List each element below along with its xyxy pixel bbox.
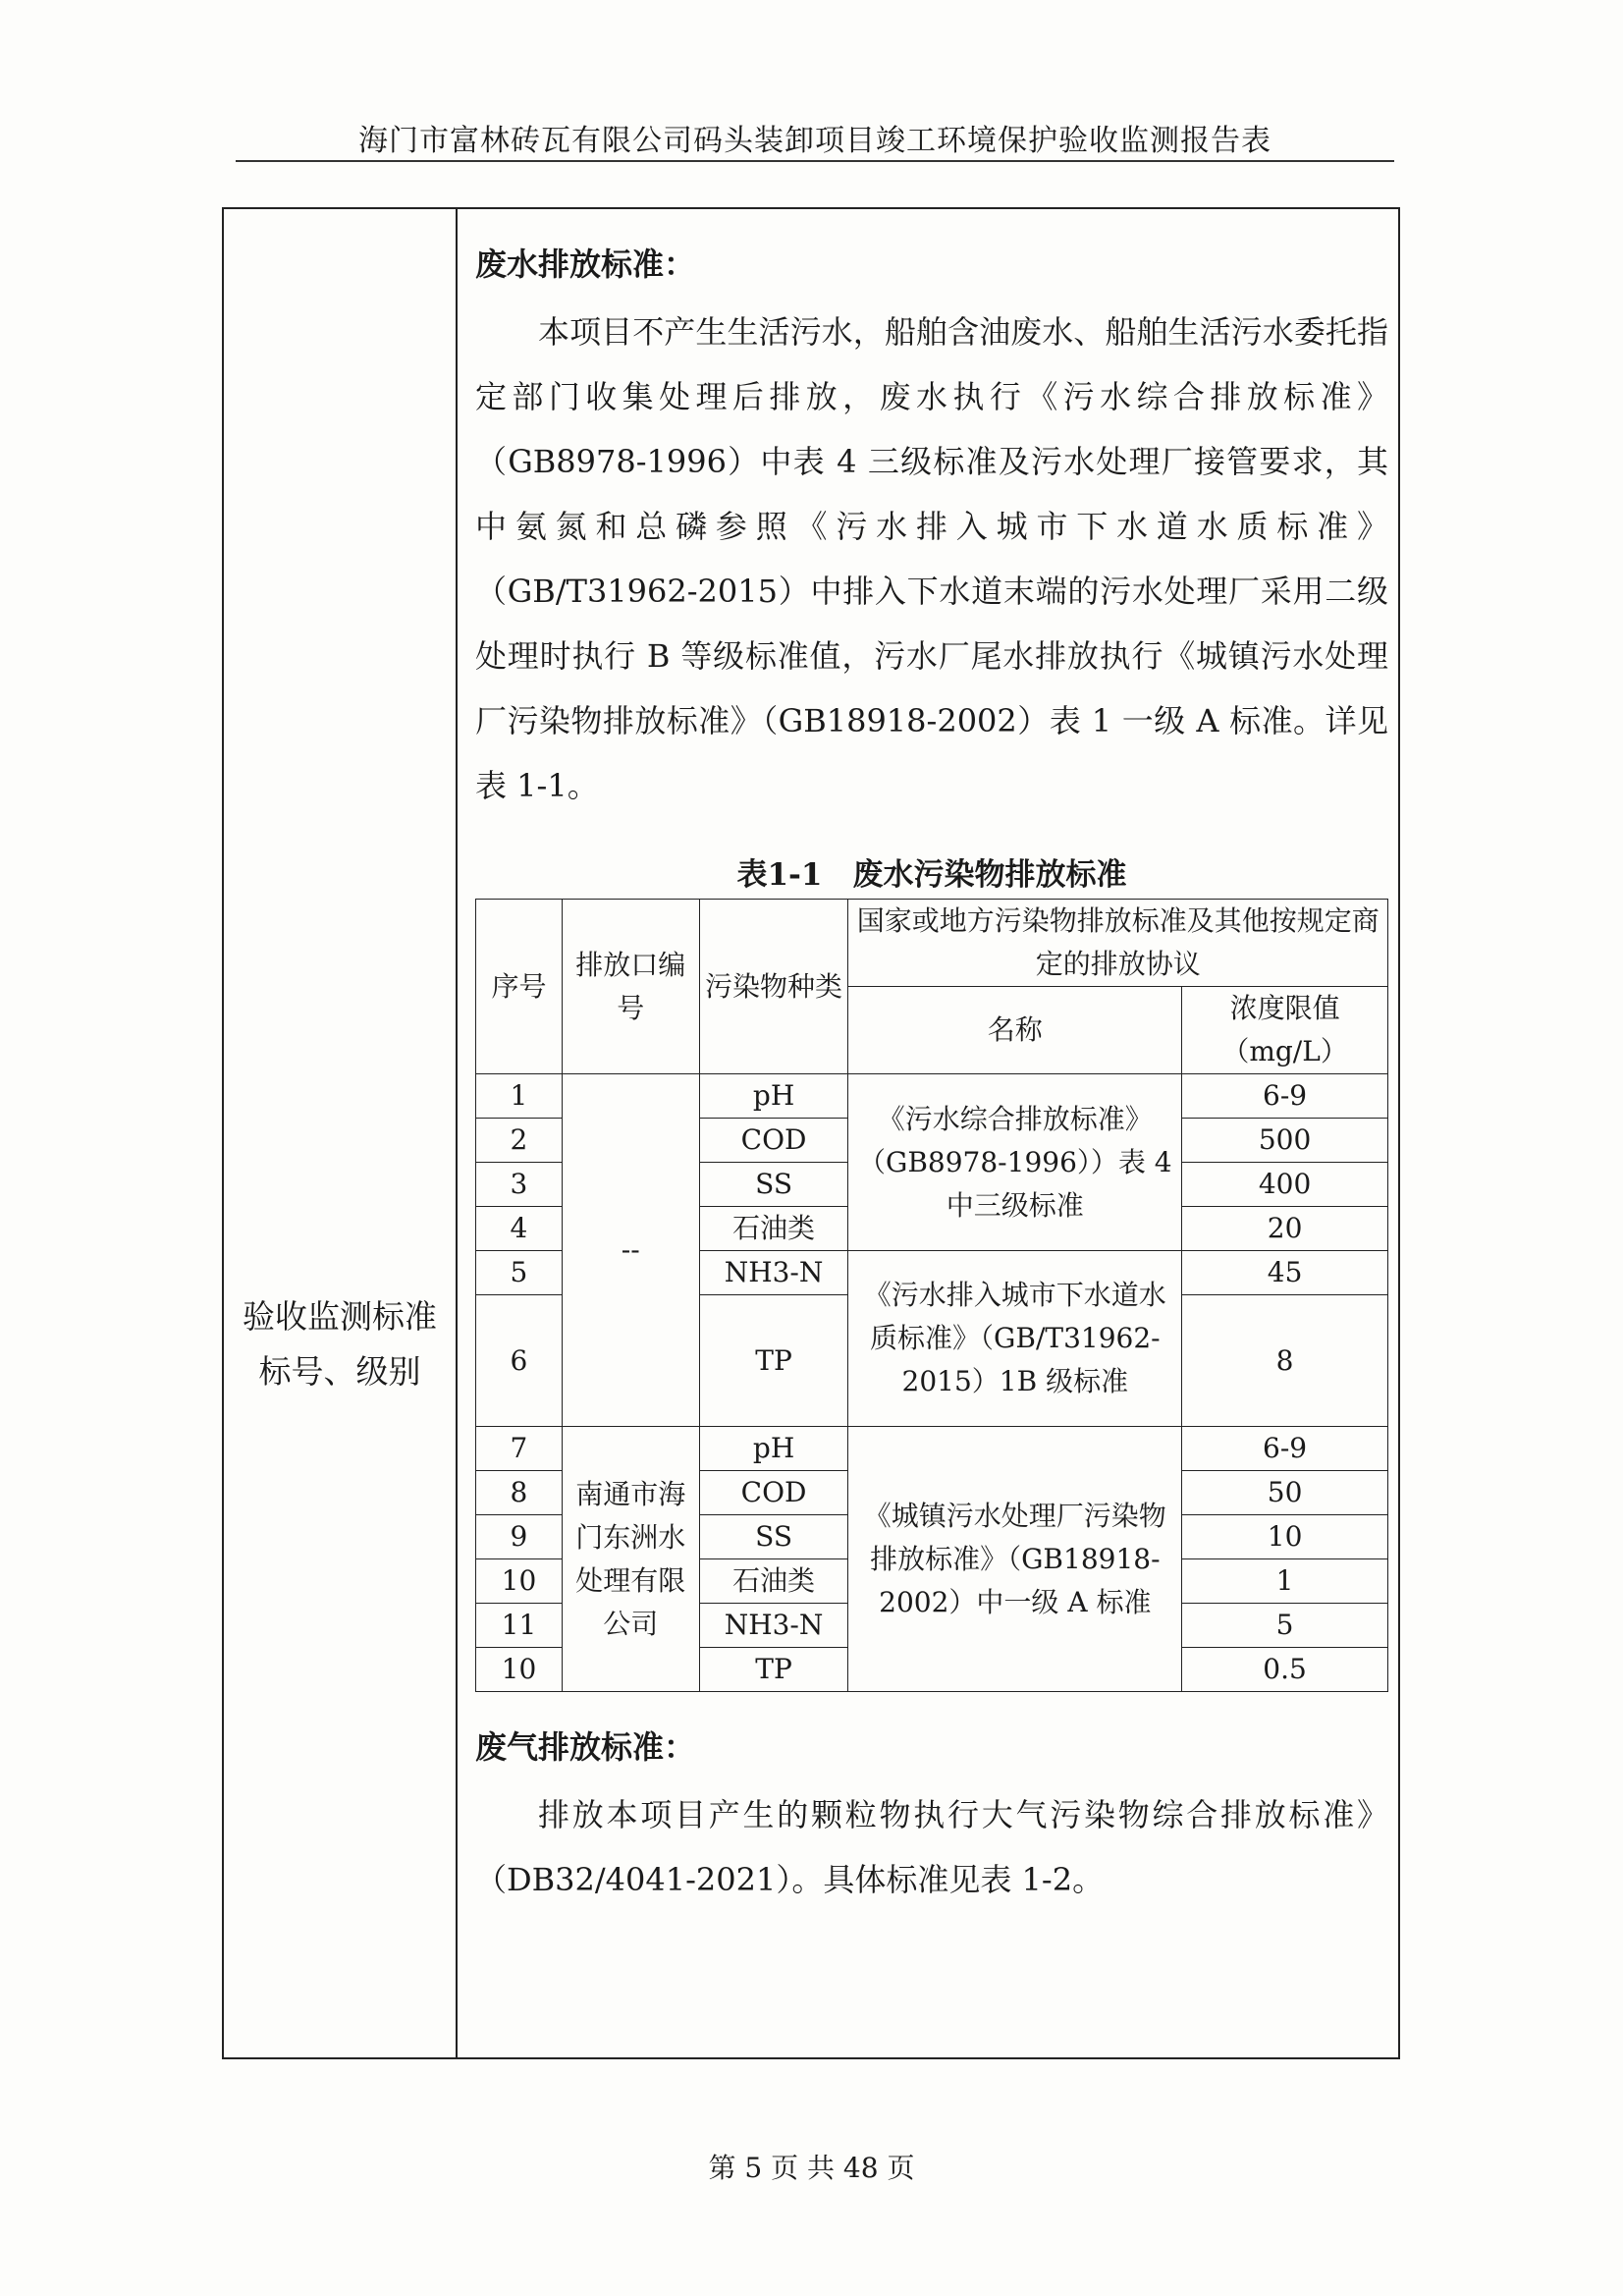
pollutant-cell: 石油类 [699, 1207, 848, 1251]
seq-cell: 2 [476, 1119, 563, 1163]
pollutant-cell: NH3-N [699, 1251, 848, 1295]
seq-cell: 6 [476, 1295, 563, 1427]
limit-cell: 20 [1182, 1207, 1388, 1251]
pollutant-cell: TP [699, 1295, 848, 1427]
page-number: 第 5 页 共 48 页 [708, 2152, 915, 2184]
header-seq: 序号 [476, 900, 563, 1074]
standard-name-cell: 《污水综合排放标准》（GB8978-1996））表 4 中三级标准 [848, 1074, 1182, 1251]
seq-cell: 5 [476, 1251, 563, 1295]
limit-cell: 8 [1182, 1295, 1388, 1427]
seq-cell: 3 [476, 1163, 563, 1207]
seq-cell: 7 [476, 1427, 563, 1471]
pollutant-cell: pH [699, 1427, 848, 1471]
pollutant-cell: TP [699, 1648, 848, 1692]
limit-cell: 50 [1182, 1471, 1388, 1515]
header-outlet: 排放口编号 [562, 900, 699, 1074]
outlet-cell: -- [562, 1074, 699, 1427]
right-column-content [475, 209, 1388, 1912]
pollutant-cell: 石油类 [699, 1559, 848, 1604]
seq-cell: 10 [476, 1559, 563, 1604]
wastewater-standards-table [475, 899, 1388, 1692]
standard-name-cell: 《污水排入城市下水道水质标准》（GB/T31962-2015）1B 级标准 [848, 1251, 1182, 1427]
limit-cell: 1 [1182, 1559, 1388, 1604]
pollutant-cell: SS [699, 1163, 848, 1207]
wastewater-section-title: 废水排放标准： [475, 246, 696, 283]
table-row [476, 1074, 1388, 1119]
table-row [476, 1427, 1388, 1471]
seq-cell: 1 [476, 1074, 563, 1119]
header-rule [236, 160, 1394, 162]
limit-cell: 6-9 [1182, 1074, 1388, 1119]
header-pollutant: 污染物种类 [699, 900, 848, 1074]
pollutant-cell: SS [699, 1515, 848, 1559]
seq-cell: 11 [476, 1604, 563, 1648]
seq-cell: 8 [476, 1471, 563, 1515]
seq-cell: 4 [476, 1207, 563, 1251]
pollutant-cell: NH3-N [699, 1604, 848, 1648]
header-standard-group: 国家或地方污染物排放标准及其他按规定商定的排放协议 [848, 900, 1388, 987]
standard-name-cell: 《城镇污水处理厂污染物排放标准》（GB18918-2002）中一级 A 标准 [848, 1427, 1182, 1692]
left-label-line2: 标号、级别 [258, 1352, 421, 1391]
wastewater-paragraph: 本项目不产生生活污水，船舶含油废水、船舶生活污水委托指定部门收集处理后排放，废水执行《污水综合排放标准》（GB8978-1996）中表 4 三级标准及污水处理厂接管要求，其中氨氮和总磷参照《污水排入城市下水道水质标准》（GB/T31962-2015）中排入下水道末端的污水处理厂采用二级处理时执行 B 等级标准值，污水厂尾水排放执行《城镇污水处理厂污染物排放标准》（GB18918-2002）表 1 一级 A 标准。详见表 1-1。 [475, 313, 1388, 804]
outlet-cell: 南通市海门东洲水处理有限公司 [562, 1427, 699, 1692]
waste-gas-section-title: 废气排放标准： [475, 1728, 696, 1766]
pollutant-cell: COD [699, 1119, 848, 1163]
limit-cell: 10 [1182, 1515, 1388, 1559]
limit-cell: 500 [1182, 1119, 1388, 1163]
table-caption: 表1-1 废水污染物排放标准 [736, 857, 1127, 893]
header-limit: 浓度限值（mg/L） [1182, 987, 1388, 1074]
header-name: 名称 [848, 987, 1182, 1074]
left-column-label [224, 1289, 456, 1399]
seq-cell: 9 [476, 1515, 563, 1559]
report-header-title: 海门市富林砖瓦有限公司码头装卸项目竣工环境保护验收监测报告表 [358, 124, 1271, 158]
seq-cell: 10 [476, 1648, 563, 1692]
limit-cell: 6-9 [1182, 1427, 1388, 1471]
left-label-line1: 验收监测标准 [243, 1297, 437, 1336]
pollutant-cell: pH [699, 1074, 848, 1119]
pollutant-cell: COD [699, 1471, 848, 1515]
limit-cell: 5 [1182, 1604, 1388, 1648]
limit-cell: 400 [1182, 1163, 1388, 1207]
limit-cell: 45 [1182, 1251, 1388, 1295]
waste-gas-paragraph: 排放本项目产生的颗粒物执行大气污染物综合排放标准》（DB32/4041-2021）。具体标准见表 1-2。 [475, 1796, 1388, 1898]
report-frame [222, 207, 1400, 2059]
column-divider [456, 209, 458, 2057]
table-header-row [476, 900, 1388, 987]
limit-cell: 0.5 [1182, 1648, 1388, 1692]
